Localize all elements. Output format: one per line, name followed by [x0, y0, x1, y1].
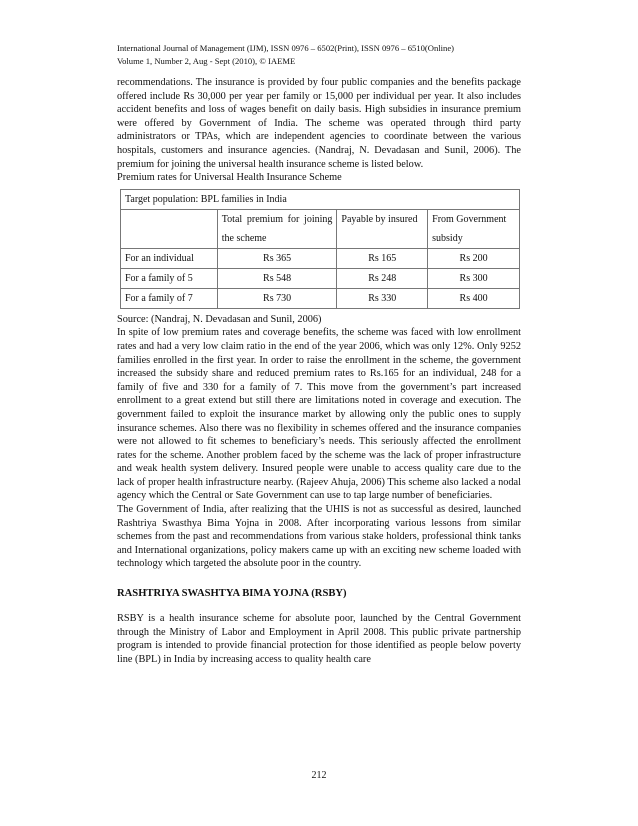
row-insured: Rs 165 — [337, 248, 428, 268]
table-header-insured: Payable by insured — [337, 209, 428, 248]
row-total: Rs 730 — [217, 288, 337, 308]
row-label: For an individual — [121, 248, 218, 268]
table-header-empty — [121, 209, 218, 248]
row-label: For a family of 5 — [121, 268, 218, 288]
table-title: Target population: BPL families in India — [121, 189, 520, 209]
row-insured: Rs 248 — [337, 268, 428, 288]
table-header-total — [217, 209, 337, 248]
table-header-row — [121, 209, 520, 248]
page-body — [117, 42, 521, 666]
row-label: For a family of 7 — [121, 288, 218, 308]
table-caption: Premium rates for Universal Health Insurance Scheme — [117, 172, 342, 184]
section-heading: RASHTRIYA SWASHTYA BIMA YOJNA (RSBY) — [117, 588, 347, 600]
table-header-subsidy: From Government subsidy — [428, 209, 520, 248]
row-total: Rs 365 — [217, 248, 337, 268]
row-insured: Rs 330 — [337, 288, 428, 308]
paragraph-intro: recommendations. The insurance is provided by four public companies and the benefits package offered include Rs 30,000 per year per family or 15,000 per individual per year. It also includes accident benefits and loss of wages benefit on daily basis. High subsidies in insurance premium were offered by Government of India. The scheme was operated through third party administrators or TPAs, which are independent agencies to coordinate between the various hospitals, customers and insurance agencies. (Nandraj, N. Devadasan and Sunil, 2006). The premium for joining the universal health insurance scheme is listed below. — [117, 77, 521, 170]
journal-header-line2: Volume 1, Number 2, Aug - Sept (2010), © IAEME — [117, 56, 296, 66]
table-header-total-label: Total premium for joining the scheme — [221, 213, 333, 244]
row-total: Rs 548 — [217, 268, 337, 288]
premium-table — [120, 189, 520, 309]
paragraph-rsby-description: RSBY is a health insurance scheme for absolute poor, launched by the Central Government through the Ministry of Labor and Employment in April 2008. This public private partnership program is intended to provide financial protection for those identified as people below poverty line (BPL) in India by increasing access to quality health care — [117, 613, 521, 665]
row-subsidy: Rs 200 — [428, 248, 520, 268]
table-row — [121, 248, 520, 268]
page-number: 212 — [311, 770, 327, 781]
table-row — [121, 268, 520, 288]
paragraph-rsby-launch: The Government of India, after realizing that the UHIS is not as successful as desired, launched Rashtriya Swasthya Bima Yojna in 2008. After incorporating various lessons from similar schemes from the past and recommendations from various stake holders, professional think tanks and International organizations, policy makers came up with an exciting new scheme loaded with technology which targeted the absolute poor in the country. — [117, 504, 521, 570]
row-subsidy: Rs 300 — [428, 268, 520, 288]
row-subsidy: Rs 400 — [428, 288, 520, 308]
table-row — [121, 288, 520, 308]
table-title-row — [121, 189, 520, 209]
table-source: Source: (Nandraj, N. Devadasan and Sunil, 2006) — [117, 313, 322, 325]
journal-header-line1: International Journal of Management (IJM), ISSN 0976 – 6502(Print), ISSN 0976 – 6510(Online) — [117, 43, 455, 53]
paragraph-uhis-problems: In spite of low premium rates and coverage benefits, the scheme was faced with low enrollment rates and had a very low claim ratio in the end of the year 2006, which was only 12%. Only 9252 families enrolled in the first year. In order to raise the enrollment in the scheme, the government increased the subsidy share and reduced premium rates to Rs.165 for an individual, 248 for a family of five and 330 for a family of 7. This move from the government’s part increased enrollment to a great extend but still there are limitations noted in coverage and execution. The government failed to exploit the insurance market by allowing only the public ones to supply insurance schemes. Also there was no flexibility in schemes offered and the insurance companies were not allowed to fit schemes to beneficiary’s needs. This seriously affected the enrollment rates for the scheme. Another problem faced by the scheme was the lack of proper infrastructure and weak health system delivery. Insured people were unable to access quality care due to the lack of proper health infrastructure nearby. (Rajeev Ahuja, 2006) This scheme also lacked a nodal agency which the Central or Sate Government can use to tap large number of beneficiaries. — [117, 327, 521, 502]
